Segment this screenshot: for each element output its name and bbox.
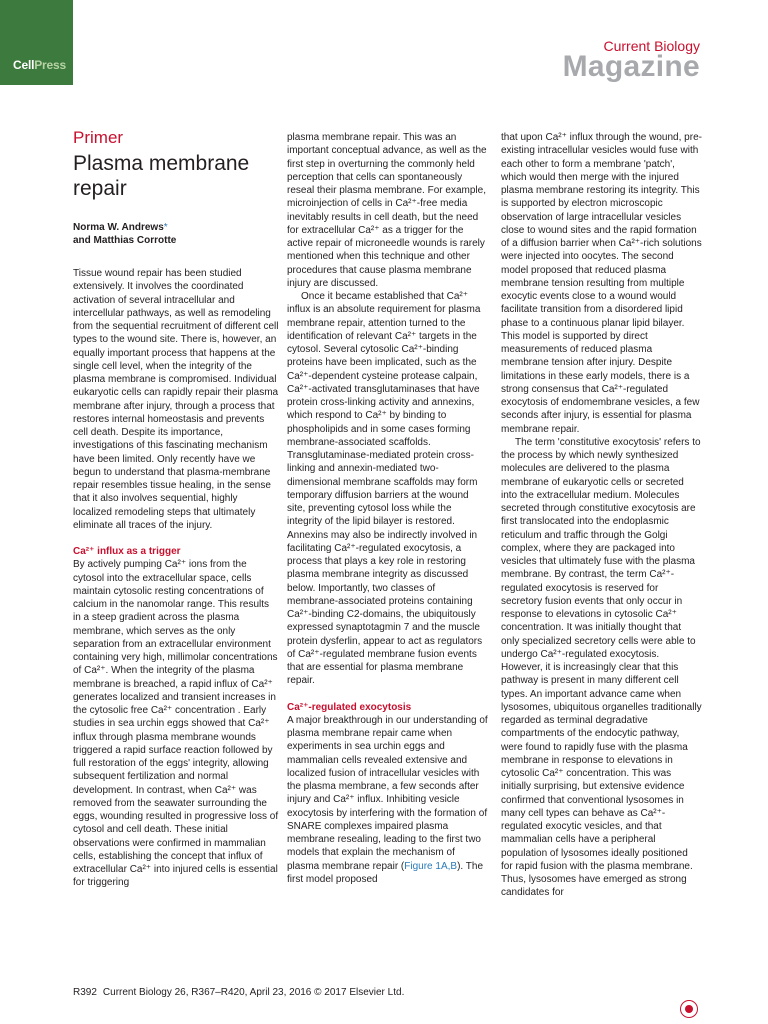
page-number: R392 — [73, 987, 97, 998]
article-title: Plasma membrane repair — [73, 152, 250, 200]
text-column-1 — [73, 267, 279, 890]
paragraph: By actively pumping Ca²⁺ ions from the cytosol into the extracellular space, cells maintain cytosolic resting concentrations of calcium in the nanomolar range. This results in a steep gradient across the plasma membrane, which serves as the only separation from an extracellular environment containing very high, millimolar concentrations of Ca²⁺. When the integrity of the plasma membrane is breached, a rapid influx of Ca²⁺ generates localized and transient increases in the cytosolic free Ca²⁺ concentration . Early studies in sea urchin eggs showed that Ca²⁺ influx through plasma membrane wounds triggered a rapid surface reaction followed by full restoration of the eggs' integrity, allowing subsequent fertilization and normal development. In contrast, when Ca²⁺ was removed from the seawater surrounding the eggs, wounding resulted in progressive loss of cytosol and cell death. These initial observations were confirmed in mammalian cells, establishing the concept that influx of extracellular Ca²⁺ into injured cells is essential for triggering — [73, 559, 279, 889]
paragraph: Tissue wound repair has been studied extensively. It involves the coordinated activation of several intracellular and intercellular pathways, as well as remodeling from the sequential recruitment of different cell types to the wound site. There is, however, an equally important process that happens at the single cell level, when the integrity of the plasma membrane is compromised. Individual eukaryotic cells can rapidly repair their plasma membrane after injury, through a process that restores internal homeostasis and prevents cell death. Despite its importance, investigations of this fascinating mechanism have been limited. Only recently have we begun to understand that plasma-membrane repair resembles tissue healing, in the sense that it also involves sequential, highly localized remodeling steps that ultimately eliminate all traces of the injury. — [73, 268, 279, 531]
author-1: Norma W. Andrews — [73, 222, 164, 233]
page-footer — [73, 987, 404, 998]
logo-cell: Cell — [13, 58, 35, 72]
journal-name: Current Biology — [603, 38, 700, 54]
paragraph-text: ). The first model proposed — [287, 860, 484, 885]
figure-link[interactable]: Figure 1A,B — [404, 860, 458, 872]
paragraph: plasma membrane repair. This was an important conceptual advance, as well as the first step in overturning the commonly held perception that cells can spontaneously reseal their plasma membrane. For example, microinjection of cells in Ca²⁺-free media inevitably results in cell death, but the need for extracellular Ca²⁺ as a trigger for the active repair of microneedle wounds is rarely mentioned when this technique and other procedures that cause plasma membrane injury are discussed. — [287, 132, 487, 289]
paragraph-text: A major breakthrough in our understanding of plasma membrane repair came when experiments in sea urchin eggs and mammalian cells revealed extensive and localized fusion of intracellular vesicles with the plasma membrane, a few seconds after injury and Ca²⁺ influx. Inhibiting vesicle exocytosis by interfering with the formation of SNARE complexes impaired plasma membrane resealing, leading to the first two models that explain the mechanism of plasma membrane repair ( — [287, 714, 488, 872]
spacer — [73, 532, 279, 545]
authors — [73, 221, 283, 247]
text-column-3 — [501, 131, 702, 900]
corresponding-author-mark[interactable]: * — [163, 222, 168, 233]
logo-press: Press — [34, 58, 66, 72]
author-2: and Matthias Corrotte — [73, 235, 177, 246]
citation: Current Biology 26, R367–R420, April 23, 2016 © 2017 Elsevier Ltd. — [102, 987, 405, 998]
cellpress-logo — [0, 0, 73, 85]
article-type: Primer — [73, 128, 124, 147]
section-heading: Ca²⁺-regulated exocytosis — [287, 701, 412, 713]
spacer — [287, 688, 488, 701]
paragraph: Once it became established that Ca²⁺ influx is an absolute requirement for plasma membrane repair, attention turned to the identification of relevant Ca²⁺ targets in the cytosol. Several cytosolic Ca²⁺-binding proteins have been implicated, such as the Ca²⁺-dependent cysteine protease calpain, Ca²⁺-activated transglutaminases that have protein cross-linking activity and annexins, which respond to Ca²⁺ by binding to phospholipids and in some cases forming membrane-associated scaffolds. Transglutaminase-mediated protein cross-linking and annexin-mediated two-dimensional membrane scaffolds may form temporary diffusion barriers at the wound site, preventing cytosol loss while the integrity of the lipid bilayer is restored. Annexins may also be indirectly involved in facilitating Ca²⁺-regulated exocytosis, a process that plays a key role in restoring plasma membrane integrity as discussed below. Importantly, two classes of membrane-associated proteins containing Ca²⁺-binding C2-domains, the ubiquitously expressed synaptotagmin 7 and the muscle protein dysferlin, appear to act as regulators of Ca²⁺-regulated membrane fusion events that are essential for plasma membrane repair. — [287, 291, 483, 687]
paragraph: that upon Ca²⁺ influx through the wound, pre-existing intracellular vesicles would fuse with each other to form a membrane 'patch', which would then merge with the injured plasma membrane restoring its integrity. This is supported by electron microscopic observation of large intracellular vesicles close to wound sites and the rapid formation of a diffusion barrier when Ca²⁺-rich solutions were injected into oocytes. The second model proposed that reduced plasma membrane tension resulting from multiple exocytic events close to a wound would facilitate transition from a disordered lipid phase to a continuous planar lipid bilayer. This model is supported by direct measurements of reduced plasma membrane tension after injury. Despite limitations in these early models, there is a strong consensus that Ca²⁺-regulated exocytosis of endomembrane vesicles, a few seconds after injury, is essential for plasma membrane repair. — [501, 132, 702, 435]
paragraph: The term 'constitutive exocytosis' refers to the process by which newly synthesized molecules are delivered to the plasma membrane of eukaryotic cells or secreted into the extracellular medium. Molecules secreted through constitutive exocytosis are first translocated into the endoplasmic reticulum and traffic through the Golgi complex, where they are packaged into vesicles that ultimately fuse with the plasma membrane. By contrast, the term Ca²⁺-regulated exocytosis is reserved for secretory fusion events that only occur in response to elevations in cytosolic Ca²⁺ concentration. It was initially thought that only specialized secretory cells were able to undergo Ca²⁺-regulated exocytosis. However, it is increasingly clear that this pathway is present in many different cell types. An important advance came when lysosomes, ubiquitous organelles traditionally regarded as terminal degradative compartments of the endocytic pathway, were found to rapidly fuse with the plasma membrane in response to elevations in cytosolic Ca²⁺ concentration. This was initially surprising, but extensive evidence confirmed that conventional lysosomes in many cell types can behave as Ca²⁺-regulated exocytic vesicles, and that mammalian cells have a peripheral population of lysosomes ideally positioned for rapid fusion with the plasma membrane. Thus, lysosomes have emerged as strong candidates for — [501, 436, 702, 899]
paragraph — [287, 714, 488, 886]
crossmark-badge-icon[interactable] — [680, 1000, 698, 1018]
text-column-2 — [287, 131, 488, 886]
section-name: Magazine — [562, 50, 700, 83]
section-heading: Ca²⁺ influx as a trigger — [73, 546, 181, 557]
cellpress-logo-text — [13, 58, 66, 72]
